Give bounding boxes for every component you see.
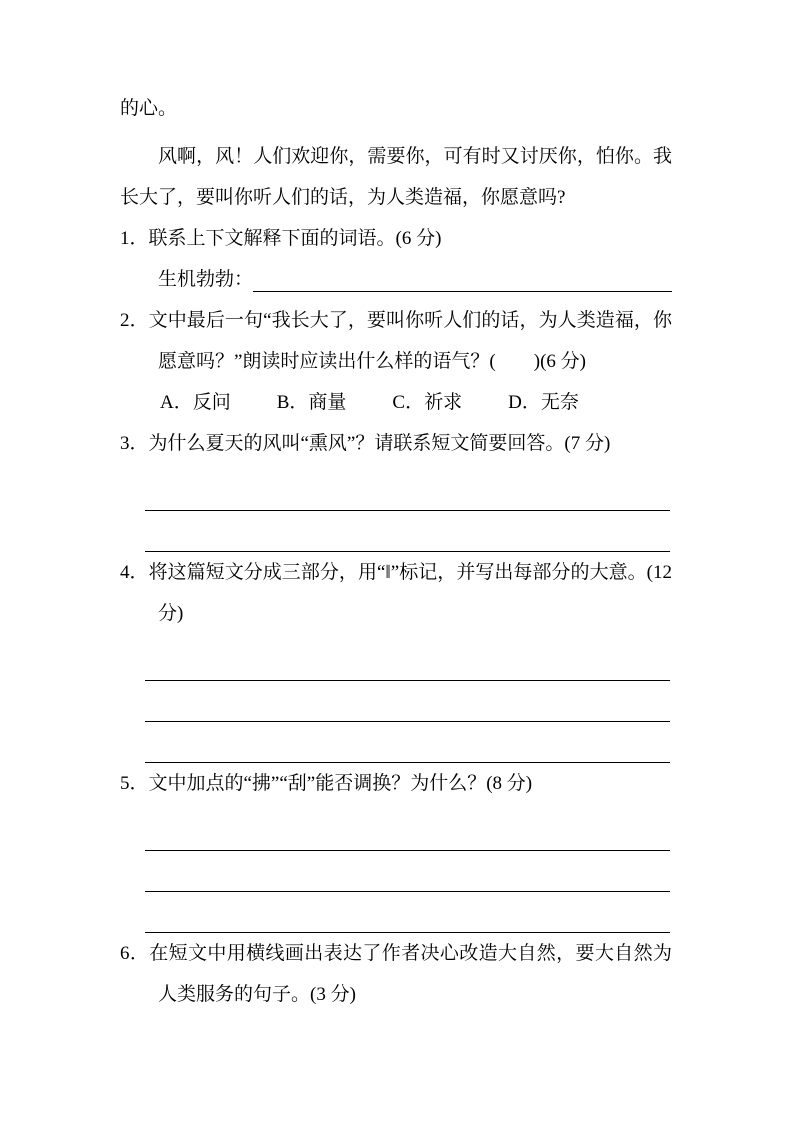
question-5-label: 5．文中加点的“拂”“刮”能否调换？为什么？(8 分)	[120, 773, 533, 794]
question-1-label: 1．联系上下文解释下面的词语。(6 分)	[120, 228, 442, 249]
question-5	[120, 763, 672, 933]
answer-blank	[145, 722, 670, 763]
option-c: C．祈求	[392, 392, 463, 413]
question-3-label: 3．为什么夏天的风叫“熏风”？请联系短文简要回答。(7 分)	[120, 433, 611, 454]
question-4-answer-blanks	[120, 640, 672, 763]
answer-blank	[145, 851, 670, 892]
answer-blank	[145, 511, 670, 552]
question-3-answer-blanks	[120, 470, 672, 552]
question-1	[120, 218, 672, 300]
question-4-label: 4．将这篇短文分成三部分，用“‖”标记，并写出每部分的大意。(12 分)	[120, 562, 672, 624]
option-b: B．商量	[276, 392, 347, 413]
option-a: A．反问	[160, 392, 231, 413]
answer-blank	[145, 470, 670, 511]
question-1-answer-row	[120, 259, 672, 300]
answer-blank	[253, 259, 672, 292]
question-6-label: 6．在短文中用横线画出表达了作者决心改造大自然，要大自然为人类服务的句子。(3 分)	[120, 943, 672, 1005]
question-3	[120, 423, 672, 552]
question-5-answer-blanks	[120, 810, 672, 933]
carryover-line: 的心。	[120, 98, 178, 119]
question-4	[120, 552, 672, 763]
question-2-label: 2．文中最后一句“我长大了，要叫你听人们的话，为人类造福，你愿意吗？”朗读时应读出什么样的语气？( )(6 分)	[120, 310, 672, 372]
question-2-options	[120, 382, 672, 423]
option-d: D．无奈	[508, 392, 579, 413]
intro-paragraph: 风啊，风！人们欢迎你，需要你，可有时又讨厌你，怕你。我长大了，要叫你听人们的话，为人类造福，你愿意吗?	[120, 146, 672, 208]
answer-blank	[145, 640, 670, 681]
question-2	[120, 300, 672, 423]
answer-blank	[145, 810, 670, 851]
answer-blank	[145, 892, 670, 933]
answer-blank	[145, 681, 670, 722]
question-1-term: 生机勃勃：	[158, 269, 254, 290]
question-6	[120, 933, 672, 1015]
